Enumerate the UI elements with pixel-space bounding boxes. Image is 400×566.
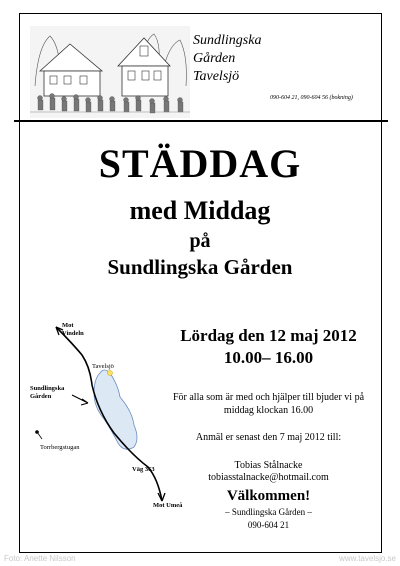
farm-sketch-image (30, 26, 190, 118)
event-date: Lördag den 12 maj 2012 (180, 326, 357, 345)
map-label-sundlingska: Sundlingska (30, 385, 65, 392)
welcome-text: Välkommen! (226, 488, 311, 504)
map-label-torrbergstugan: Torrbergstugan (40, 444, 80, 451)
photo-credit-watermark: Foto: Anette Nilsson (4, 554, 76, 563)
map-label-mot-vindeln: Mot (62, 322, 74, 329)
map-label-sundlingska: Gården (30, 393, 52, 400)
header-place-line: Tavelsjö (193, 69, 240, 84)
header-divider (14, 120, 388, 122)
signature-text: – Sundlingska Gården – (225, 507, 312, 517)
venue-title: Sundlingska Gården (107, 255, 293, 279)
site-watermark: www.tavelsjo.se (339, 554, 396, 563)
offer-text-line: middag klockan 16.00 (223, 405, 314, 416)
frame-right-border (381, 13, 382, 553)
frame-left-border (19, 13, 20, 553)
header-phone: 090-604 21, 090-604 56 (bokning) (270, 95, 353, 101)
frame-bottom-border (19, 552, 382, 553)
register-text: Anmäl er senast den 7 maj 2012 till: (195, 432, 342, 443)
header-place-line: Sundlingska (193, 33, 262, 48)
header-place-line: Gården (193, 51, 236, 66)
header-place-name (193, 32, 261, 86)
contact-name: Tobias Stålnacke (234, 460, 303, 471)
subtitle: med Middag (129, 196, 271, 225)
arrow-right-icon (72, 395, 88, 405)
tavelsjo-marker (108, 371, 113, 376)
event-time: 10.00– 16.00 (223, 348, 314, 367)
signature-phone: 090-604 21 (247, 520, 290, 530)
map-label-tavelsjo: Tavelsjö (92, 363, 114, 370)
map-label-mot-umea: Mot Umeå (153, 502, 183, 509)
main-title: STÄDDAG (98, 141, 302, 186)
subtitle-preposition: på (189, 230, 211, 252)
offer-text-line: För alla som är med och hjälper till bjuder vi på (172, 392, 365, 403)
contact-email: tobiasstalnacke@hotmail.com (208, 472, 329, 483)
map-label-road: Väg 363 (132, 466, 155, 473)
frame-top-border (19, 13, 382, 14)
map-label-mot-vindeln: Vindeln (62, 330, 84, 337)
